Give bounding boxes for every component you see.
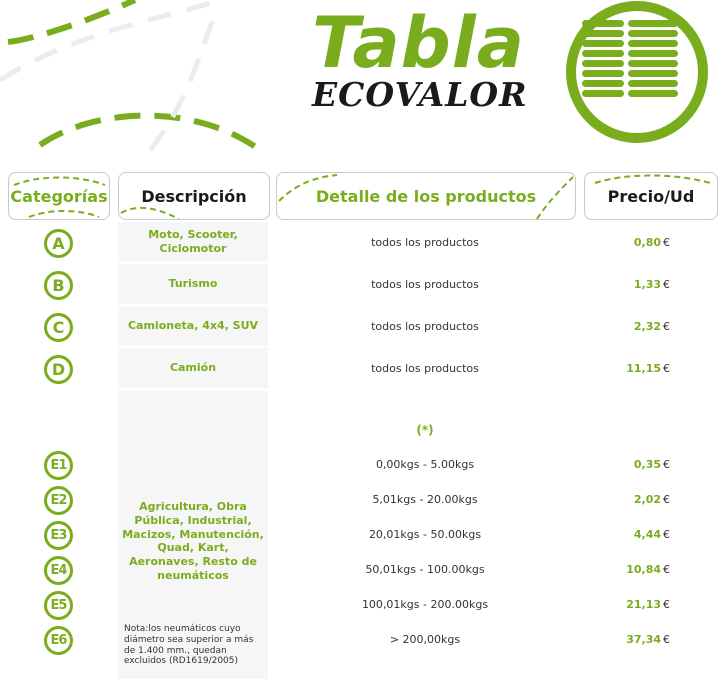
price-value: 2,02 [633,493,661,506]
header-descripcion [118,172,270,220]
currency-symbol: € [663,362,670,375]
category-badge-e6: E6 [44,626,73,655]
header-precio [584,172,718,220]
detail-cell: 0,00kgs - 5.00kgs [375,458,475,471]
price-cell [585,362,670,375]
detail-cell: todos los productos [371,362,479,375]
header-categorias [8,172,110,220]
price-cell [585,633,670,646]
category-badge-e4: E4 [44,556,73,585]
price-value: 0,35 [633,458,661,471]
price-value: 37,34 [626,633,661,646]
currency-symbol: € [663,528,670,541]
category-badge-d: D [44,355,73,384]
e-group-description: Agricultura, Obra Pública, Industrial, Macizos, Manutención, Quad, Kart, Aeronaves, Resto de neumáticos [122,500,264,582]
description-cell: Moto, Scooter, Ciclomotor [118,222,268,262]
price-cell [585,236,670,249]
detail-cell: 50,01kgs - 100.00kgs [365,563,485,576]
price-value: 10,84 [626,563,661,576]
price-cell [585,278,670,291]
detail-cell: todos los productos [371,320,479,333]
header-precio-label: Precio/Ud [607,186,695,206]
price-value: 21,13 [626,598,661,611]
currency-symbol: € [663,563,670,576]
currency-symbol: € [663,236,670,249]
tire-stack-icon [552,0,726,150]
price-cell [585,598,670,611]
currency-symbol: € [663,320,670,333]
detail-cell: 5,01kgs - 20.00kgs [372,493,478,506]
price-value: 2,32 [633,320,661,333]
detail-cell: 100,01kgs - 200.00kgs [361,598,489,611]
detail-cell: todos los productos [371,278,479,291]
category-badge-a: A [44,229,73,258]
price-value: 4,44 [633,528,661,541]
price-value: 0,80 [633,236,661,249]
category-badge-e5: E5 [44,591,73,620]
price-cell [585,320,670,333]
currency-symbol: € [663,278,670,291]
currency-symbol: € [663,598,670,611]
price-cell [585,493,670,506]
header-detalle [276,172,576,220]
price-value: 1,33 [633,278,661,291]
detail-cell: todos los productos [371,236,479,249]
header-descripcion-label: Descripción [141,186,247,206]
category-badge-c: C [44,313,73,342]
currency-symbol: € [663,458,670,471]
currency-symbol: € [663,633,670,646]
price-cell [585,458,670,471]
description-cell: Camioneta, 4x4, SUV [118,306,268,346]
header-categorias-label: Categorías [10,186,108,206]
currency-symbol: € [663,493,670,506]
asterisk-marker: (*) [416,423,434,437]
e-group-note: Nota:los neumáticos cuyo diámetro sea superior a más de 1.400 mm., quedan excluidos (RD1619/2005) [124,624,254,667]
description-cell: Camión [118,348,268,388]
price-value: 11,15 [626,362,661,375]
detail-cell: 20,01kgs - 50.00kgs [368,528,482,541]
header-detalle-label: Detalle de los productos [315,186,537,206]
price-cell [585,528,670,541]
category-badge-b: B [44,271,73,300]
category-badge-e2: E2 [44,486,73,515]
page-subtitle: ECOVALOR [312,75,528,114]
detail-cell: > 200,00kgs [389,633,461,646]
category-badge-e3: E3 [44,521,73,550]
page-title: Tabla [312,2,526,84]
price-cell [585,563,670,576]
description-cell: Turismo [118,264,268,304]
category-badge-e1: E1 [44,451,73,480]
